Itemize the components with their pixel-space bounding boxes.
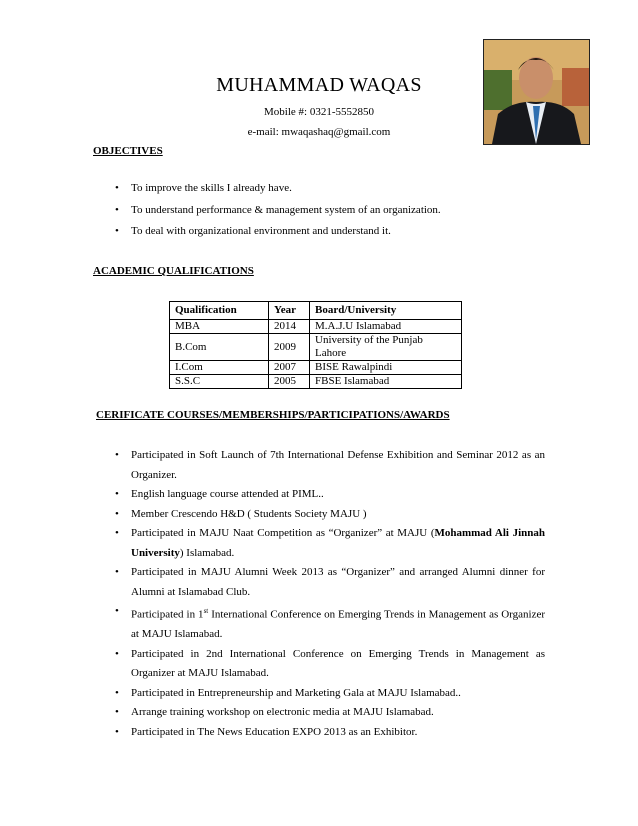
- objectives-list: [115, 181, 545, 246]
- table-cell: I.Com: [170, 361, 269, 375]
- award-item: • Participated in Soft Launch of 7th International Defense Exhibition and Seminar 2012 as an Organizer.: [115, 446, 545, 485]
- award-item: • Arrange training workshop on electronic media at MAJU Islamabad.: [115, 703, 545, 723]
- column-header: Board/University: [310, 302, 462, 320]
- column-header: Year: [269, 302, 310, 320]
- email-address: e-mail: mwaqashaq@gmail.com: [247, 126, 391, 138]
- profile-photo-graphic: [484, 40, 589, 144]
- table-cell: S.S.C: [170, 375, 269, 389]
- table-cell: FBSE Islamabad: [310, 375, 462, 389]
- table-row: [170, 334, 462, 361]
- table-row: [170, 320, 462, 334]
- column-header: Qualification: [170, 302, 269, 320]
- objective-item: • To improve the skills I already have.: [115, 181, 545, 203]
- qualifications-table: [169, 301, 462, 389]
- table-cell: University of the Punjab Lahore: [310, 334, 462, 361]
- table-row: [170, 361, 462, 375]
- award-item: • Member Crescendo H&D ( Students Society MAJU ): [115, 505, 545, 525]
- award-item: [115, 524, 545, 563]
- award-text-bold: Mohammad Ali Jinnah University: [131, 527, 545, 559]
- table-cell: MBA: [170, 320, 269, 334]
- award-item: • Participated in 2nd International Conference on Emerging Trends in Management as Organizer at MAJU Islamabad.: [115, 645, 545, 684]
- award-text: International Conference on Emerging Trends in Management as Organizer at MAJU Islamabad.: [131, 608, 545, 641]
- table-header-row: [170, 302, 462, 320]
- award-item: • Participated in MAJU Alumni Week 2013 as “Organizer” and arranged Alumni dinner for Alumni at Islamabad Club.: [115, 563, 545, 602]
- profile-photo: [483, 39, 590, 145]
- table-cell: M.A.J.U Islamabad: [310, 320, 462, 334]
- table-cell: 2007: [269, 361, 310, 375]
- objective-item: • To deal with organizational environment and understand it.: [115, 224, 545, 246]
- academic-heading: ACADEMIC QUALIFICATIONS: [93, 265, 254, 277]
- table-cell: 2009: [269, 334, 310, 361]
- award-text: Participated in MAJU Naat Competition as “Organizer” at MAJU (: [131, 527, 435, 539]
- table-cell: 2014: [269, 320, 310, 334]
- table-cell: B.Com: [170, 334, 269, 361]
- award-item: • English language course attended at PIML..: [115, 485, 545, 505]
- mobile-number: Mobile #: 0321-5552850: [264, 106, 374, 118]
- candidate-name: MUHAMMAD WAQAS: [216, 74, 422, 96]
- awards-heading: CERIFICATE COURSES/MEMBERSHIPS/PARTICIPATIONS/AWARDS: [96, 409, 450, 421]
- table-cell: 2005: [269, 375, 310, 389]
- award-item: • Participated in The News Education EXPO 2013 as an Exhibitor.: [115, 723, 545, 743]
- award-item: • Participated in Entrepreneurship and Marketing Gala at MAJU Islamabad..: [115, 684, 545, 704]
- objectives-heading: OBJECTIVES: [93, 145, 163, 157]
- award-text: ) Islamabad.: [179, 546, 235, 559]
- award-text: Participated in 1: [131, 608, 204, 621]
- award-item: [115, 602, 545, 645]
- table-cell: BISE Rawalpindi: [310, 361, 462, 375]
- objective-item: • To understand performance & management system of an organization.: [115, 203, 545, 225]
- awards-list: [115, 446, 545, 742]
- table-row: [170, 375, 462, 389]
- ordinal-suffix: st: [203, 607, 209, 615]
